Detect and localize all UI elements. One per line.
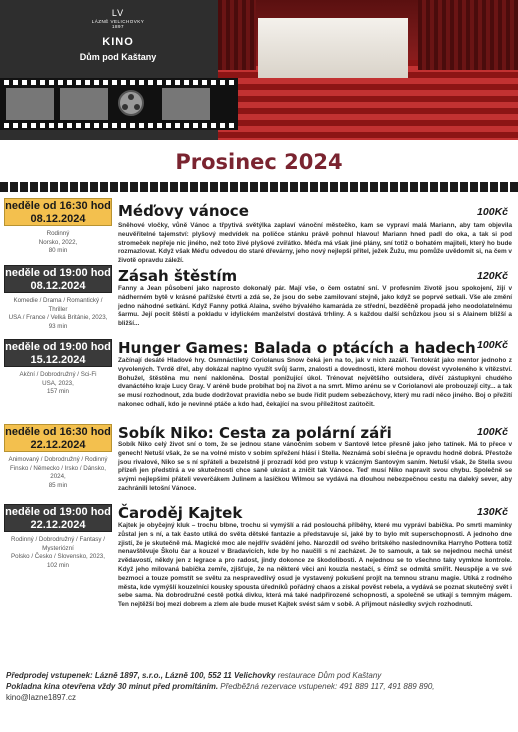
event-date-time: neděle od 16:30 hod bbox=[5, 200, 111, 212]
event-meta: Komedie / Drama / Romantický / Thriller USA / France / Velká Británie, 2023, 93 min bbox=[8, 297, 108, 330]
event-title: Sobík Niko: Cesta za polární záři bbox=[118, 424, 392, 442]
event-price: 100Kč bbox=[477, 426, 508, 438]
film-frame bbox=[6, 88, 54, 120]
event-description: Fanny a Jean působení jako naprosto dokonalý pár. Mají vše, o čem ostatní sní. V profesním životě jsou spokojení, žijí v nádherném bytě v krásné pařížské čtvrti a zdá se, že jsou do sebe zamilovaní stejně, jako když se poprvé setkali. Vše ale změní jedno náhodné setkání. Když Fanny potká Alaina, svého bývalého kamaráda ze střední, bezděčně propadá jeho neodolatelnému šarmu. Její pocit štěstí a pokladu v idylickém manželství dostává trhliny. A s každou další schůzkou jsou si s Alainem bližší a bližší... bbox=[118, 285, 512, 328]
film-reel-icon bbox=[118, 90, 144, 116]
curtain-left-image bbox=[218, 0, 256, 70]
event-description: Začínají desáté Hladové hry. Osmnáctiletý Coriolanus Snow čeká jen na to, jak v nich zazáří. Tentokrát jako mentor jednoho z vyvolených. Tvrdě dřel, aby dokázal naplno využít svůj šarm, znalosti a dovednosti, které mohou dovést vyvoleného k vítězství. Bohužel, štěstěna mu není nakloněna. Dostal ponižující úkol. Trénovat největšího outsidera, dívčí zástupkyni chudého dvanáctého kraje Lucy Gray. V aréně bude probíhat boj na život a na smrt. Mimo arénu se v Coriolanovi ale probouzejí city... a tak se musí rozhodnout, zda bude dodržovat pravidla nebo se bude řídit pudem sebezáchovy, který mu radí něco jiného. Boj o přežití nakonec odhalí, kdo je nevinné ptáče a kdo had, čekající na svou příležitost zaútočit. bbox=[118, 357, 512, 408]
event-description: Sněhové vločky, vůně Vánoc a třpytivá světýlka zaplaví vánoční městečko, kam se vypraví malá Mariann, aby tam objevila neuvěřitelné tajemství: plyšový medvídek na poličce stánku právě pohnul hlavou! Mariann hned padl do oka, a tak si pod stromeček nepřeje nic jiného, než toto živé plyšové zvířátko. Méďa má však jiné plány, sní totiž o bohatém majiteli, který ho bude rozmazlovat. Když však Méďu odvedou do staré dřevárny, jeho nový nejlepší přítel, ježek Žužu, mu pomůže uvědomit si, na čem v životě opravdu záleží. bbox=[118, 222, 512, 265]
event-title: Čaroděj Kajtek bbox=[118, 504, 243, 522]
event-date-badge bbox=[4, 424, 112, 452]
film-frame bbox=[162, 88, 210, 120]
header bbox=[0, 0, 518, 140]
footer-email[interactable]: kino@lazne1897.cz bbox=[6, 693, 76, 702]
film-frame bbox=[60, 88, 108, 120]
event-date-time: neděle od 16:30 hod bbox=[5, 426, 111, 438]
event-price: 100Kč bbox=[477, 206, 508, 218]
cinema-hall-image bbox=[218, 0, 518, 140]
curtain-right-image bbox=[418, 0, 518, 70]
event-price: 100Kč bbox=[477, 339, 508, 351]
event-date: 08.12.2024 bbox=[30, 213, 86, 225]
venue-name: Dům pod Kaštany bbox=[79, 52, 157, 62]
footer-line-2: Pokladna kina otevřena vždy 30 minut před promítáním. Předběžná rezervace vstupenek: 491 889 117, 491 889 890, bbox=[6, 682, 435, 691]
event-meta: Akční / Dobrodružný / Sci-Fi USA, 2023, 157 min bbox=[19, 371, 97, 395]
event-date-badge bbox=[4, 198, 112, 226]
event-date-badge bbox=[4, 265, 112, 293]
film-divider bbox=[0, 182, 518, 192]
cinema-screen-image bbox=[258, 18, 408, 78]
event-meta: Rodinný Norsko, 2022, 80 min bbox=[38, 230, 78, 254]
event-date: 15.12.2024 bbox=[30, 354, 86, 366]
event-date: 22.12.2024 bbox=[30, 439, 86, 451]
event-title: Méďovy vánoce bbox=[118, 202, 249, 220]
logo-text: LÁZNĚ VELICHOVKY 1897 bbox=[91, 19, 145, 29]
footer-line-1: Předprodej vstupenek: Lázně 1897, s.r.o., Lázně 100, 552 11 Velichovky restaurace Dům pod Kaštany bbox=[6, 671, 382, 680]
event-title: Zásah štěstím bbox=[118, 267, 238, 285]
event-date-time: neděle od 19:00 hod bbox=[5, 267, 111, 279]
logo-mark: LV bbox=[111, 8, 125, 18]
event-date-badge bbox=[4, 504, 112, 532]
event-date: 08.12.2024 bbox=[30, 280, 86, 292]
event-date-time: neděle od 19:00 hod bbox=[5, 341, 111, 353]
event-title: Hunger Games: Balada o ptácích a hadech bbox=[118, 339, 476, 357]
event-price: 120Kč bbox=[477, 270, 508, 282]
event-date-time: neděle od 19:00 hod bbox=[5, 506, 111, 518]
event-description: Sobík Niko celý život sní o tom, že se jednou stane vánočním sobem v Santově letce přesně jako jeho tatínek. Má to přece v genech! Netuší však, že se na volné místo v sobím spřežení hlásí i Stella. Neznámá sobí slečna je opravdu hodně dobrá. Přestože jsou rivalové, Niko se s ní spřáteli a bezelstně jí prozradí kód pro vstup k vzácným Santovým saním. Netuší však, že Stella svou přízeň jen předstírá a ve skutečnosti chce saně ukrást a zničit tak Vánoce. Teď musí Niko napravit svou chybu. Společně se svými nejlepšími přáteli veverčákem Julinem a lasičkou Wilmou se vydává na dlouhou nebezpečnou cestu na daleký sever, aby zachránili letošní Vánoce. bbox=[118, 441, 512, 492]
month-title: Prosinec 2024 bbox=[175, 150, 343, 174]
event-meta: Animovaný / Dobrodružný / Rodinný Finsko / Německo / Irsko / Dánsko, 2024, 85 min bbox=[8, 456, 108, 489]
event-description: Kajtek je obyčejný kluk – trochu blbne, trochu si vymýšlí a rád poslouchá příběhy, které mu vypráví babička. Po smrti maminky zůstal jen s ní, a tak často utíká do světa dětské fantazie a představuje si, jaké by to bylo mít superschopnosti. A jednoho dne zjistí, že je skutečně má. Magické moc ale nejdřív svádění jeho. Narozdíl od svého britského naslednovníka Harryho Pottera totiž nenavštěvuje Školu čar a kouzel v Bradavicích, kde by ho naučili s ní zacházet. Je to samouk, a tak se nejednou nechá unést zvědavostí, někdy jen z legrace a pro radost, jindy dokonce ze škodolibosti. A nejednou se to všechno taky vymkne kontrole. Když jeho milovaná babička zemře, zjišťuje, že na některé věci ani kouzla nestačí, s čímž se odmítá smířit. Neuspěje a ve své bezmoci a touze pomstít se světu za nespravedlivý osud je vystavený pokušení projít na temnou stranu magie. Utíká z rodného města, kde vymýšlí kouzelníci kousky spousta úředníků pořádný chaos a získal pověst rebela, a vydává se poznat skutečný svět i sebe sama. Na dobrodružné cestě potká divku, která má také nadpřirozené schopnosti, a společně se utkají s temným mágem. Ten nejtěžší boj mezi dobrem a zlem ale bude muset Kajtek svést sám v sobě. A přijmout následky svých rozhodnutí. bbox=[118, 522, 512, 609]
event-meta: Rodinný / Dobrodružný / Fantasy / Mysteriózní Polsko / Česko / Slovensko, 2023, 102 min bbox=[11, 536, 105, 569]
event-date-badge bbox=[4, 339, 112, 367]
kino-title: KINO bbox=[102, 36, 134, 48]
event-price: 130Kč bbox=[477, 506, 508, 518]
footer bbox=[6, 670, 512, 703]
event-date: 22.12.2024 bbox=[30, 519, 86, 531]
logo bbox=[88, 8, 148, 29]
